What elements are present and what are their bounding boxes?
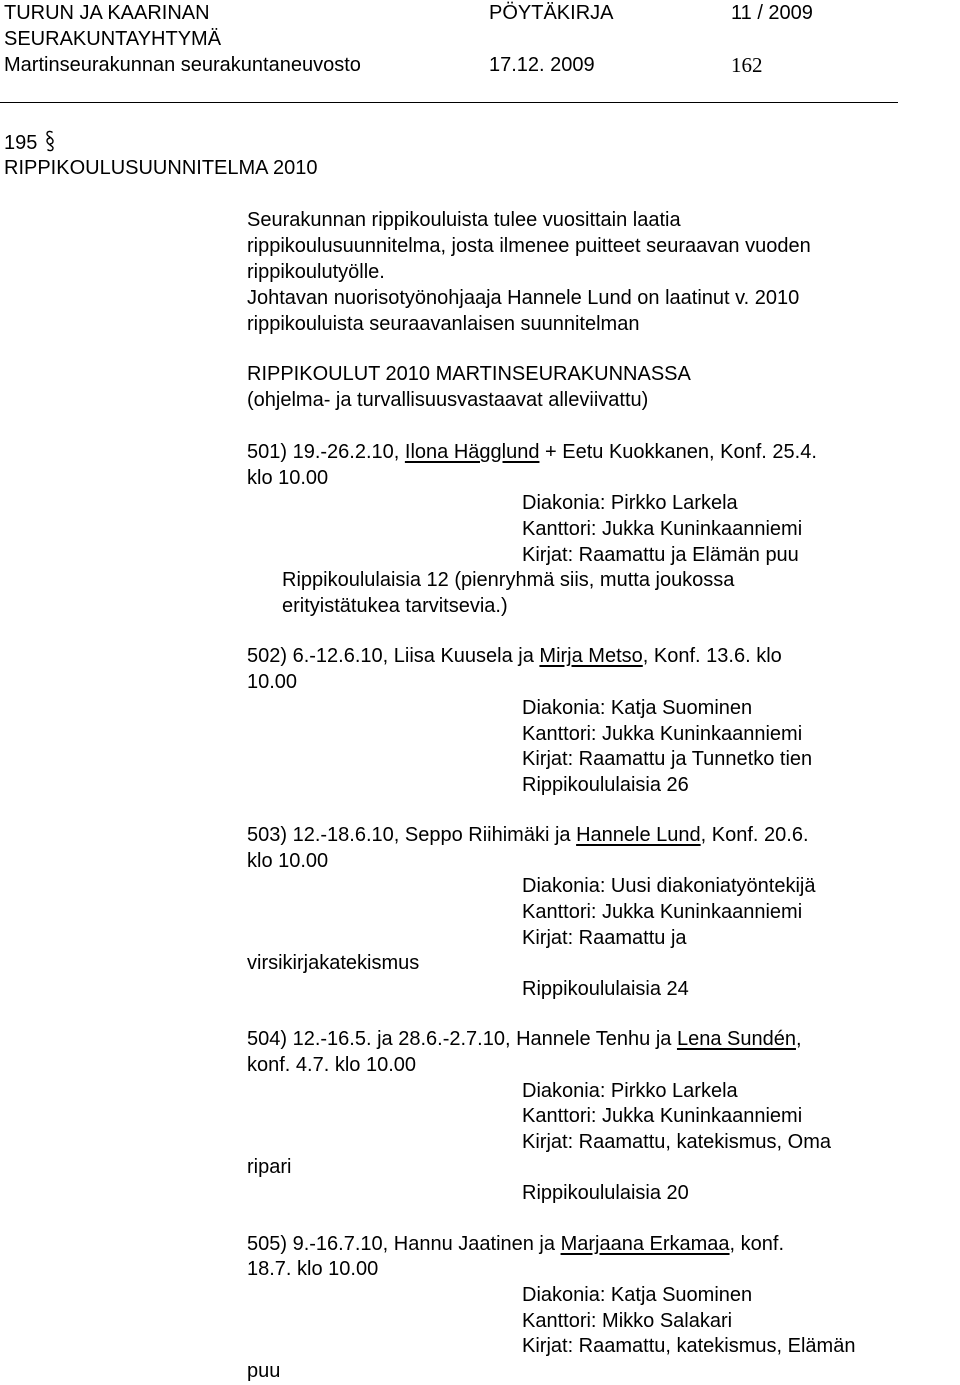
council-name: Martinseurakunnan seurakuntaneuvosto — [4, 54, 361, 76]
camp-502-time: 10.00 — [247, 671, 298, 693]
intro-line: rippikoulusuunnitelma, josta ilmenee puitteet seuraavan vuoden — [247, 235, 811, 257]
organization-name: TURUN JA KAARINAN — [4, 2, 210, 24]
camp-505-title: 505) 9.-16.7.10, Hannu Jaatinen ja Marjaana Erkamaa, konf. — [247, 1233, 785, 1255]
section-title: RIPPIKOULUSUUNNITELMA 2010 — [4, 157, 318, 179]
camp-501-time: klo 10.00 — [247, 467, 329, 489]
issue-number: 11 / 2009 — [731, 2, 813, 24]
header-rule — [0, 102, 898, 103]
page-number: 162 — [731, 53, 763, 77]
camp-501-note: Rippikoululaisia 12 (pienryhmä siis, mutta joukossa — [282, 569, 735, 591]
camp-503-title: 503) 12.-18.6.10, Seppo Riihimäki ja Hannele Lund, Konf. 20.6. — [247, 824, 809, 846]
meeting-date: 17.12. 2009 — [489, 54, 595, 76]
responsible-person: Ilona Hägglund — [404, 441, 540, 463]
responsible-person: Mirja Metso — [539, 645, 643, 667]
camp-505-kirjat-cont: puu — [247, 1360, 281, 1382]
camp-502-kirjat: Kirjat: Raamattu ja Tunnetko tien — [522, 748, 813, 770]
responsible-person: Marjaana Erkamaa — [560, 1233, 730, 1255]
section-number — [4, 130, 55, 157]
intro-line: Seurakunnan rippikouluista tulee vuosittain laatia — [247, 209, 681, 231]
section-sign-icon — [45, 130, 55, 152]
camp-503-kirjat-cont: virsikirjakatekismus — [247, 952, 420, 974]
intro-line: rippikouluista seuraavanlaisen suunnitelman — [247, 313, 640, 335]
camp-501-diakonia: Diakonia: Pirkko Larkela — [522, 492, 738, 514]
camp-504-kanttori: Kanttori: Jukka Kuninkaanniemi — [522, 1105, 803, 1127]
camp-504-time: konf. 4.7. klo 10.00 — [247, 1054, 417, 1076]
camp-503-time: klo 10.00 — [247, 850, 329, 872]
camp-505-time: 18.7. klo 10.00 — [247, 1258, 379, 1280]
camp-503-kanttori: Kanttori: Jukka Kuninkaanniemi — [522, 901, 803, 923]
camp-504-kirjat: Kirjat: Raamattu, katekismus, Oma — [522, 1131, 831, 1153]
camp-504-diakonia: Diakonia: Pirkko Larkela — [522, 1080, 738, 1102]
camp-502-title: 502) 6.-12.6.10, Liisa Kuusela ja Mirja Metso, Konf. 13.6. klo — [247, 645, 782, 667]
intro-line: Johtavan nuorisotyönohjaaja Hannele Lund on laatinut v. 2010 — [247, 287, 800, 309]
plan-heading: RIPPIKOULUT 2010 MARTINSEURAKUNNASSA — [247, 363, 691, 385]
section-number-text: 195 — [4, 132, 38, 154]
camp-503-kirjat: Kirjat: Raamattu ja — [522, 927, 687, 949]
camp-504-participants: Rippikoululaisia 20 — [522, 1182, 689, 1204]
document-type: PÖYTÄKIRJA — [489, 2, 614, 24]
camp-502-kanttori: Kanttori: Jukka Kuninkaanniemi — [522, 723, 803, 745]
responsible-person: Hannele Lund — [576, 824, 701, 846]
responsible-person: Lena Sundén — [676, 1028, 796, 1050]
camp-504-title: 504) 12.-16.5. ja 28.6.-2.7.10, Hannele Tenhu ja Lena Sundén, — [247, 1028, 802, 1050]
camp-501-kanttori: Kanttori: Jukka Kuninkaanniemi — [522, 518, 803, 540]
camp-504-kirjat-cont: ripari — [247, 1156, 292, 1178]
camp-501-note: erityistätukea tarvitsevia.) — [282, 595, 508, 617]
camp-505-diakonia: Diakonia: Katja Suominen — [522, 1284, 753, 1306]
camp-503-participants: Rippikoululaisia 24 — [522, 978, 689, 1000]
intro-line: rippikoulutyölle. — [247, 261, 385, 283]
camp-501-title: 501) 19.-26.2.10, Ilona Hägglund + Eetu Kuokkanen, Konf. 25.4. — [247, 441, 817, 463]
camp-501-kirjat: Kirjat: Raamattu ja Elämän puu — [522, 544, 799, 566]
camp-502-diakonia: Diakonia: Katja Suominen — [522, 697, 753, 719]
camp-503-diakonia: Diakonia: Uusi diakoniatyöntekijä — [522, 875, 816, 897]
plan-heading-note: (ohjelma- ja turvallisuusvastaavat alleviivattu) — [247, 389, 649, 411]
camp-502-participants: Rippikoululaisia 26 — [522, 774, 689, 796]
organization-name-line2: SEURAKUNTAYHTYMÄ — [4, 28, 222, 50]
camp-505-kirjat: Kirjat: Raamattu, katekismus, Elämän — [522, 1335, 856, 1357]
camp-505-kanttori: Kanttori: Mikko Salakari — [522, 1310, 733, 1332]
